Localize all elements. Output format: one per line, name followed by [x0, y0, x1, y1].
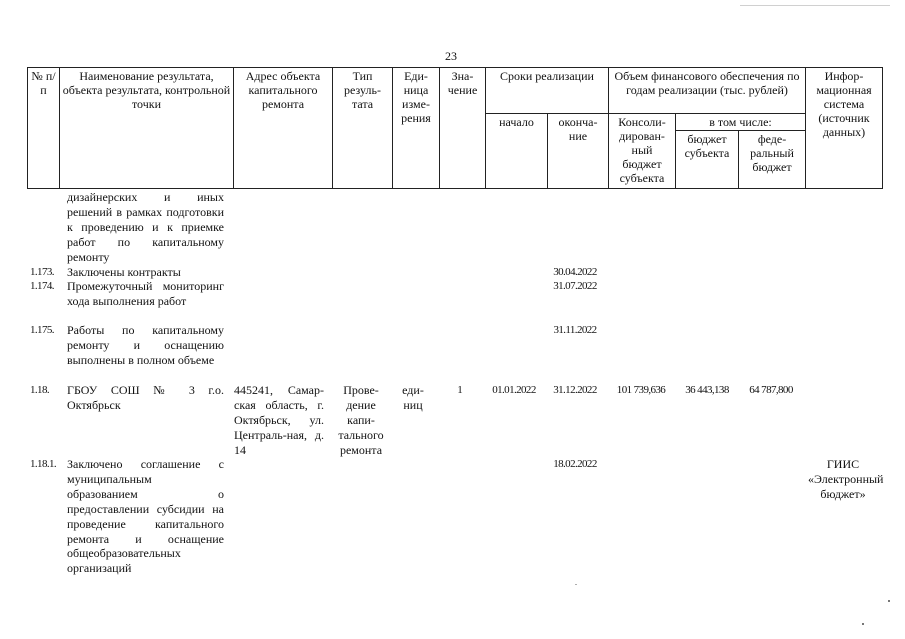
header-funding: Объем финансового обеспечения по годам реализации (тыс. рублей) [609, 68, 806, 114]
header-regional: бюджет субъекта [676, 131, 739, 189]
row-1-18-1-end: 18.02.2022 [553, 458, 597, 470]
row-1-18-name: ГБОУ СОШ № 3 г.о. Октябрьск [67, 383, 224, 412]
scan-artifact [575, 584, 577, 585]
row-1-18-end: 31.12.2022 [553, 384, 597, 396]
scan-artifact [888, 600, 890, 602]
row-1-18-address: 445241, Самар-ская область, г. Октябрьск, ул. Централь-ная, д. 14 [234, 383, 324, 457]
header-end: оконча-ние [548, 114, 609, 189]
row-1-18-1-info-system: ГИИС «Электронный бюджет» [808, 457, 884, 501]
header-consolidated: Консоли-дирован-ный бюджет субъекта [609, 114, 676, 189]
page-number: 23 [445, 49, 457, 63]
scan-artifact [862, 623, 864, 625]
table-header [27, 67, 883, 189]
row-continuation-name: дизайнерских и иных решений в рамках подготовки к проведению и к приемке работ по капитальному ремонту [67, 190, 224, 264]
row-1-175-num: 1.175. [30, 324, 54, 336]
header-unit: Еди-ница изме-рения [393, 68, 440, 189]
row-1-18-regional: 36 443,138 [685, 384, 729, 396]
row-1-18-consolidated: 101 739,636 [616, 384, 666, 396]
row-1-173-num: 1.173. [30, 266, 54, 278]
header-start: начало [486, 114, 548, 189]
row-1-174-num: 1.174. [30, 280, 54, 292]
header-name: Наименование результата, объекта результата, контрольной точки [60, 68, 234, 189]
header-type: Тип резуль-тата [333, 68, 393, 189]
row-1-18-1-num: 1.18.1. [30, 458, 57, 470]
row-1-175-name: Работы по капитальному ремонту и оснащению выполнены в полном объеме [67, 323, 224, 367]
header-num: № п/п [28, 68, 60, 189]
row-1-18-federal: 64 787,800 [749, 384, 793, 396]
header-info-system: Инфор-мационная система (источник данных) [806, 68, 883, 189]
row-1-174-end: 31.07.2022 [553, 280, 597, 292]
row-1-18-1-name: Заключено соглашение с муниципальным образованием о предоставлении субсидии на проведение капитального ремонта и оснащение общеобразовательных организаций [67, 457, 224, 576]
row-1-18-unit: еди-ниц [402, 383, 424, 412]
row-1-175-end: 31.11.2022 [553, 324, 597, 336]
header-federal: феде-ральный бюджет [739, 131, 806, 189]
scan-artifact [740, 5, 890, 6]
table-body [0, 190, 905, 639]
row-1-18-value: 1 [457, 384, 463, 396]
header-address: Адрес объекта капитального ремонта [234, 68, 333, 189]
row-1-18-start: 01.01.2022 [492, 384, 536, 396]
header-including: в том числе: [676, 114, 806, 131]
header-terms: Сроки реализации [486, 68, 609, 114]
row-1-173-end: 30.04.2022 [553, 266, 597, 278]
row-1-173-name: Заключены контракты [67, 265, 181, 279]
row-1-174-name: Промежуточный мониторинг хода выполнения работ [67, 279, 224, 308]
header-value: Зна-чение [440, 68, 486, 189]
row-1-18-type: Прове-дение капи-тального ремонта [338, 383, 384, 457]
row-1-18-num: 1.18. [30, 384, 50, 396]
